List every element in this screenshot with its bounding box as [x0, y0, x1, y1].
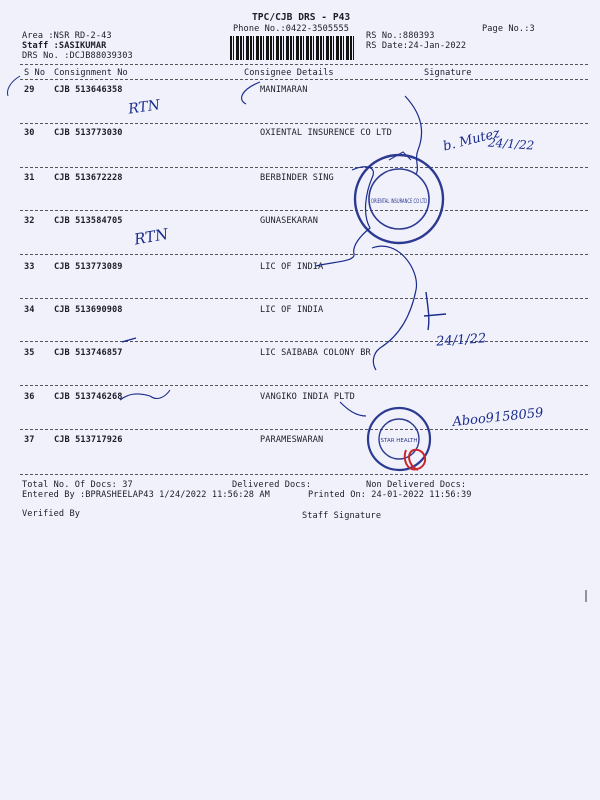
delivered-docs: Delivered Docs: — [232, 480, 312, 490]
row-consignee: MANIMARAN — [260, 85, 308, 95]
pen-stroke — [316, 167, 373, 266]
handwritten-rtn-2: RTN — [132, 224, 170, 249]
row-sno: 31 — [24, 173, 35, 183]
pen-stroke — [424, 292, 446, 330]
handwritten-date-1: 24/1/22 — [487, 135, 535, 153]
entered-by: Entered By :BPRASHEELAP43 1/24/2022 11:56:28 AM — [22, 490, 270, 500]
row-sno: 32 — [24, 216, 35, 226]
row-consignee: VANGIKO INDIA PLTD — [260, 392, 355, 402]
phone-number: Phone No.:0422-3505555 — [233, 24, 350, 34]
row-consignee: LIC SAIBABA COLONY BR — [260, 348, 371, 358]
area-label: Area :NSR RD-2-43 — [22, 31, 112, 41]
page-number: Page No.:3 — [482, 24, 535, 34]
staff-label: Staff :SASIKUMAR — [22, 41, 107, 51]
handwritten-date-2: 24/1/22 — [435, 331, 487, 350]
row-consignment: CJB 513717926 — [54, 435, 123, 445]
pen-stroke — [120, 390, 170, 400]
rs-number: RS No.:880393 — [366, 31, 435, 41]
pen-stroke — [242, 82, 260, 104]
stamp-1-text: ORIENTAL INSURANCE CO LTD — [371, 197, 427, 205]
row-sno: 37 — [24, 435, 35, 445]
column-consignee: Consignee Details — [244, 68, 334, 78]
staff-signature-label: Staff Signature — [302, 511, 382, 521]
printed-on: Printed On: 24-01-2022 11:56:39 — [308, 490, 472, 500]
pen-stroke — [8, 76, 21, 96]
rs-date: RS Date:24-Jan-2022 — [366, 41, 467, 51]
row-sno: 35 — [24, 348, 35, 358]
row-consignment: CJB 513746857 — [54, 348, 123, 358]
column-signature: Signature — [424, 68, 472, 78]
non-delivered-docs: Non Delivered Docs: — [366, 480, 467, 490]
pen-stroke — [340, 402, 366, 416]
row-sno: 33 — [24, 262, 35, 272]
stamp-2-text: STAR HEALTH — [380, 438, 418, 444]
row-sno: 29 — [24, 85, 35, 95]
row-consignee: BERBINDER SING — [260, 173, 334, 183]
row-consignee: LIC OF INDIA — [260, 262, 324, 272]
total-docs: Total No. Of Docs: 37 — [22, 480, 133, 490]
column-sno: S No — [24, 68, 46, 78]
handwritten-signature-1: b. Mutez — [441, 125, 502, 155]
column-consignment: Consignment No — [54, 68, 128, 78]
row-consignment: CJB 513773030 — [54, 128, 123, 138]
row-sno: 34 — [24, 305, 35, 315]
document-title: TPC/CJB DRS - P43 — [252, 12, 351, 23]
drs-number: DRS No. :DCJB88039303 — [22, 51, 133, 61]
row-consignment: CJB 513746268 — [54, 392, 123, 402]
handwritten-signature-3: Aboo9158059 — [451, 405, 545, 431]
row-consignee: GUNASEKARAN — [260, 216, 319, 226]
pen-stroke — [405, 96, 422, 174]
verified-by: Verified By — [22, 509, 81, 519]
row-sno: 30 — [24, 128, 35, 138]
row-consignment: CJB 513672228 — [54, 173, 123, 183]
row-consignee: PARAMESWARAN — [260, 435, 324, 445]
pen-stroke — [122, 338, 136, 342]
row-sno: 36 — [24, 392, 35, 402]
row-consignment: CJB 513690908 — [54, 305, 123, 315]
row-consignment: CJB 513584705 — [54, 216, 123, 226]
row-consignee: OXIENTAL INSURENCE CO LTD — [260, 128, 392, 138]
row-consignment: CJB 513773089 — [54, 262, 123, 272]
pen-stroke — [372, 246, 416, 370]
row-consignee: LIC OF INDIA — [260, 305, 324, 315]
row-consignment: CJB 513646358 — [54, 85, 123, 95]
handwritten-rtn-1: RTN — [127, 97, 162, 118]
